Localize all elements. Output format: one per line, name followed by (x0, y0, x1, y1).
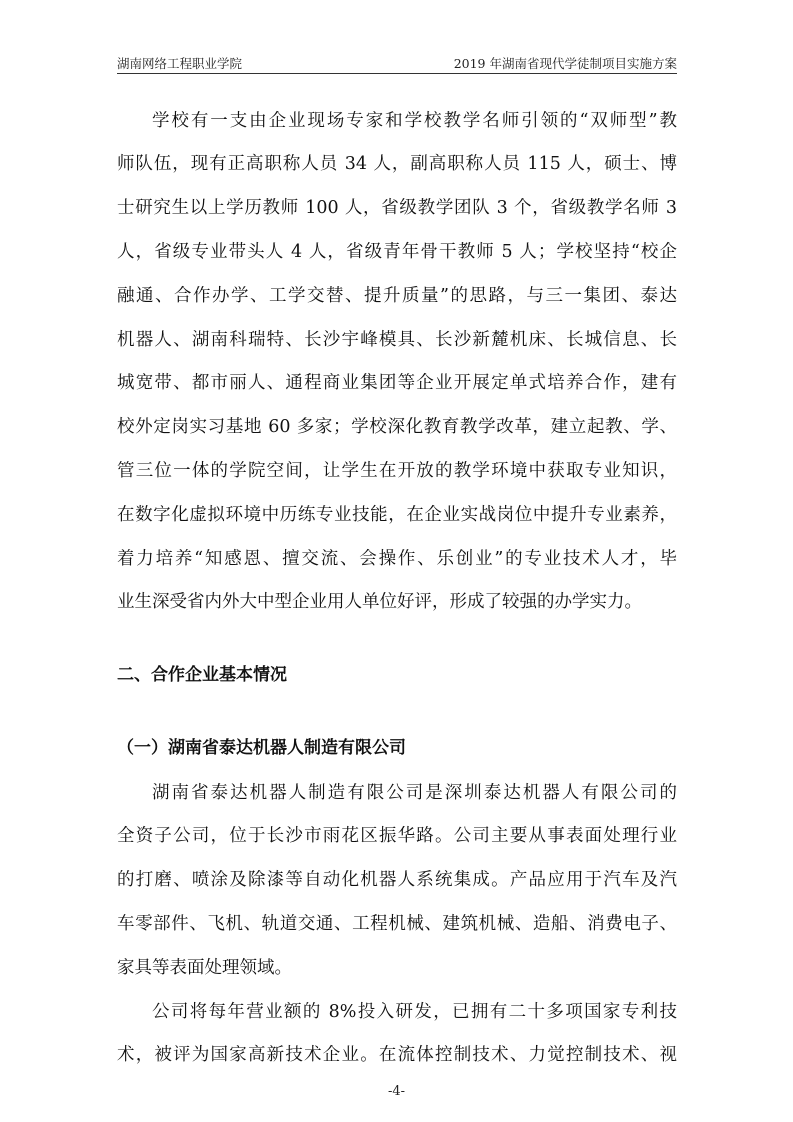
paragraph-line: 在数字化虚拟环境中历练专业技能，在企业实战岗位中提升专业素养， (117, 505, 677, 525)
paragraph-line: 术，被评为国家高新技术企业。在流体控制技术、力觉控制技术、视 (117, 1045, 677, 1065)
paragraph-line: 车零部件、飞机、轨道交通、工程机械、建筑机械、造船、消费电子、 (117, 914, 677, 934)
paragraph-line: 的打磨、喷涂及除漆等自动化机器人系统集成。产品应用于汽车及汽 (117, 870, 677, 890)
paragraph-line: 士研究生以上学历教师 100 人，省级教学团队 3 个，省级教学名师 3 (117, 198, 677, 218)
page-number: -4- (387, 1084, 406, 1099)
paragraph-line: 全资子公司，位于长沙市雨花区振华路。公司主要从事表面处理行业 (117, 826, 677, 846)
paragraph-line: 校外定岗实习基地 60 多家；学校深化教育教学改革，建立起教、学、 (117, 417, 677, 437)
paragraph-line: 人，省级专业带头人 4 人，省级青年骨干教师 5 人；学校坚持“校企 (117, 242, 677, 262)
page-header (117, 54, 677, 74)
paragraph-line: 学校有一支由企业现场专家和学校教学名师引领的“双师型”教 (152, 111, 677, 131)
paragraph-line: 机器人、湖南科瑞特、长沙宇峰模具、长沙新麓机床、长城信息、长 (117, 330, 677, 350)
paragraph-line: 着力培养“知感恩、擅交流、会操作、乐创业”的专业技术人才，毕 (117, 549, 677, 569)
paragraph-line: 融通、合作办学、工学交替、提升质量”的思路，与三一集团、泰达 (117, 286, 677, 306)
paragraph-line: 公司将每年营业额的 8%投入研发，已拥有二十多项国家专利技 (152, 1002, 677, 1022)
paragraph-line: 业生深受省内外大中型企业用人单位好评，形成了较强的办学实力。 (117, 592, 642, 612)
paragraph-line: 城宽带、都市丽人、通程商业集团等企业开展定单式培养合作，建有 (117, 373, 677, 393)
header-school-name: 湖南网络工程职业学院 (117, 56, 243, 71)
paragraph-line: 湖南省泰达机器人制造有限公司是深圳泰达机器人有限公司的 (152, 783, 677, 803)
paragraph-line: 管三位一体的学院空间，让学生在开放的教学环境中获取专业知识， (117, 461, 677, 481)
header-document-title: 2019 年湖南省现代学徒制项目实施方案 (453, 56, 677, 71)
header-divider (117, 73, 677, 74)
paragraph-line: 家具等表面处理领域。 (117, 958, 292, 978)
subsection-heading: （一）湖南省泰达机器人制造有限公司 (117, 738, 406, 758)
section-heading: 二、合作企业基本情况 (117, 665, 287, 685)
paragraph-line: 师队伍，现有正高职称人员 34 人，副高职称人员 115 人，硕士、博 (117, 154, 677, 174)
